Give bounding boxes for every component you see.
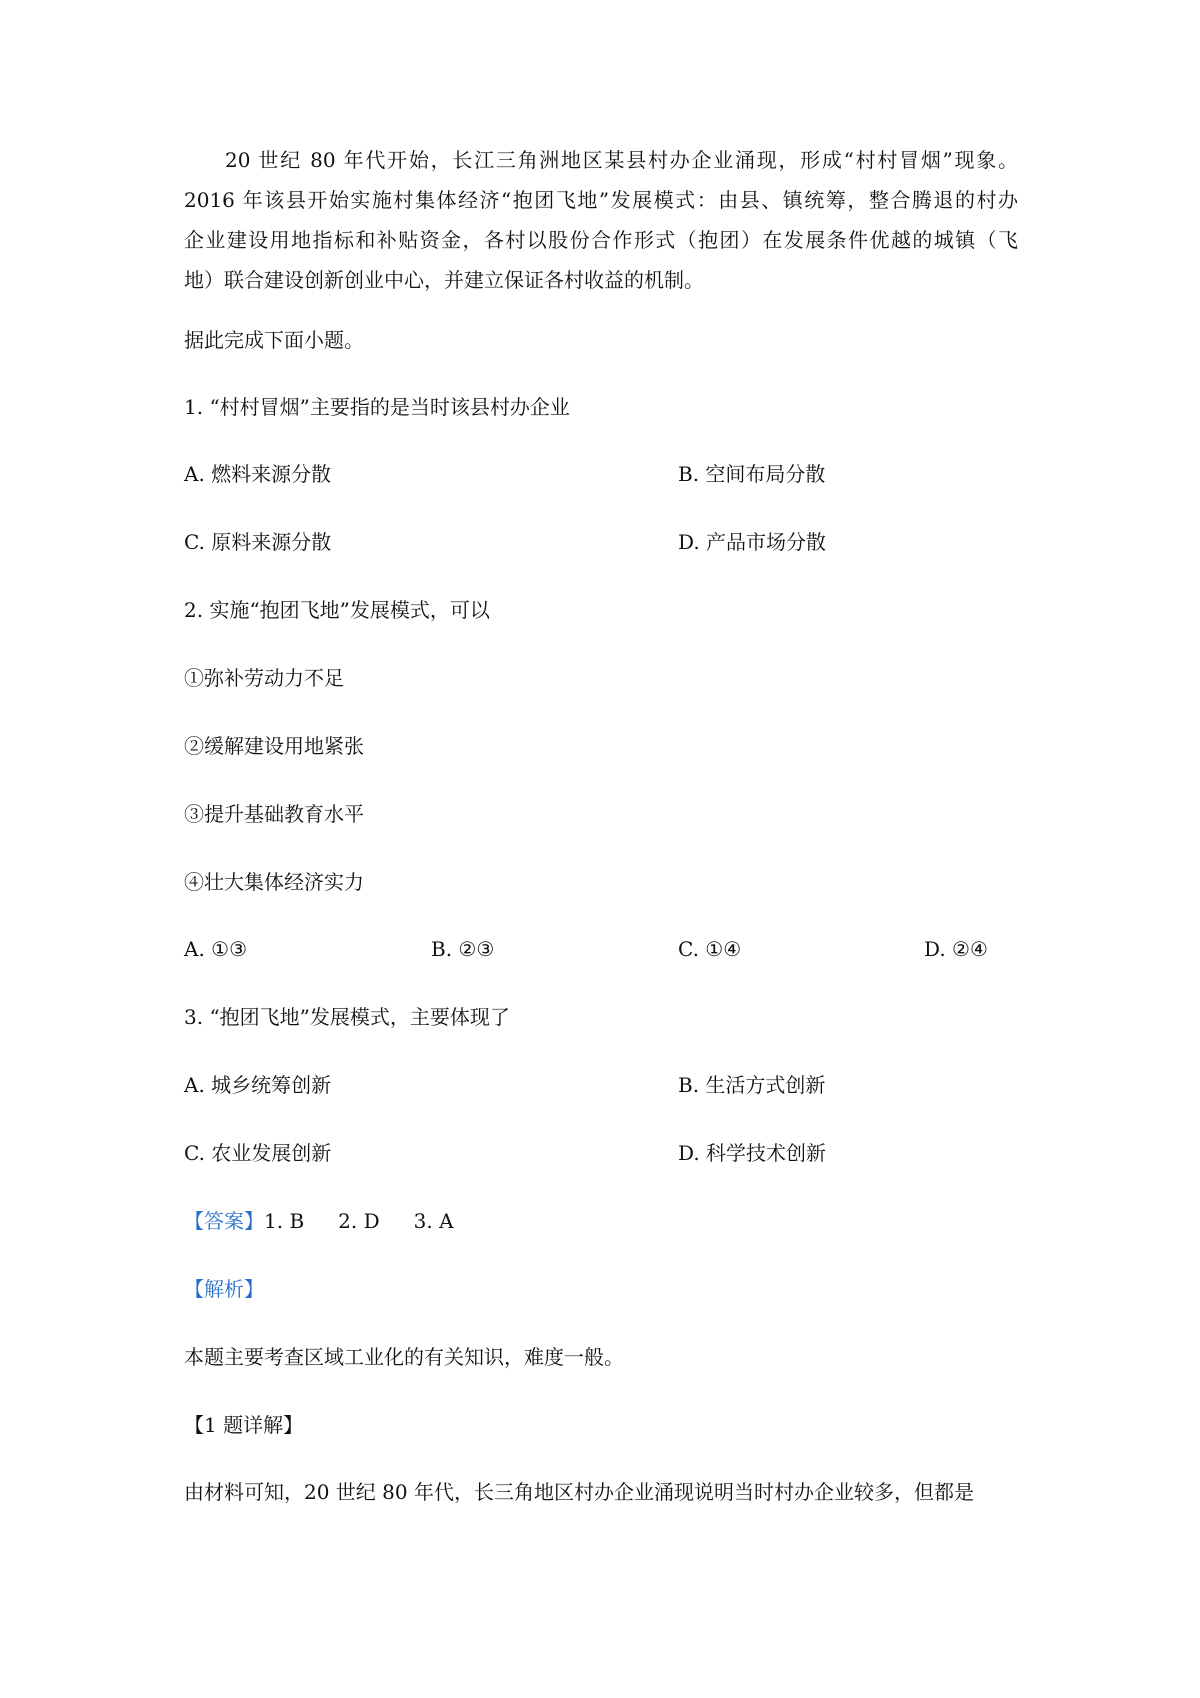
question-3-option-b: B. 生活方式创新 [678, 1073, 826, 1097]
answer-line [184, 1207, 488, 1235]
question-2-item-3: ③提升基础教育水平 [184, 802, 364, 826]
analysis-q1-heading: 【1 题详解】 [184, 1413, 304, 1437]
question-1-option-c: C. 原料来源分散 [184, 530, 332, 554]
passage-line-1: 20 世纪 80 年代开始，长江三角洲地区某县村办企业涌现，形成“村村冒烟”现象。 [225, 148, 1018, 172]
analysis-q1-text: 由材料可知，20 世纪 80 年代，长三角地区村办企业涌现说明当时村办企业较多，但都是 [184, 1480, 974, 1504]
question-2-option-b: B. ②③ [431, 937, 495, 961]
passage-prompt: 据此完成下面小题。 [184, 328, 364, 352]
question-3-option-a: A. 城乡统筹创新 [184, 1073, 332, 1097]
answer-2: 2. D [338, 1209, 380, 1233]
question-1-option-a: A. 燃料来源分散 [184, 462, 332, 486]
question-3-stem: 3. “抱团飞地”发展模式，主要体现了 [184, 1005, 510, 1029]
passage-line-4: 地）联合建设创新创业中心，并建立保证各村收益的机制。 [184, 268, 704, 292]
question-2-item-2: ②缓解建设用地紧张 [184, 734, 364, 758]
question-1-stem: 1. “村村冒烟”主要指的是当时该县村办企业 [184, 395, 570, 419]
question-2-option-c: C. ①④ [678, 937, 742, 961]
passage-line-2: 2016 年该县开始实施村集体经济“抱团飞地”发展模式：由县、镇统筹，整合腾退的村办 [184, 188, 1018, 212]
question-1-option-d: D. 产品市场分散 [678, 530, 827, 554]
question-3-option-d: D. 科学技术创新 [678, 1141, 827, 1165]
question-2-option-a: A. ①③ [184, 937, 248, 961]
analysis-label: 【解析】 [184, 1277, 264, 1301]
passage-line-3: 企业建设用地指标和补贴资金，各村以股份合作形式（抱团）在发展条件优越的城镇（飞 [184, 228, 1018, 252]
question-2-item-4: ④壮大集体经济实力 [184, 870, 364, 894]
question-2-stem: 2. 实施“抱团飞地”发展模式，可以 [184, 598, 490, 622]
answer-label: 【答案】 [184, 1209, 264, 1233]
answer-1: 1. B [264, 1209, 305, 1233]
question-1-option-b: B. 空间布局分散 [678, 462, 826, 486]
answer-3: 3. A [413, 1209, 454, 1233]
question-3-option-c: C. 农业发展创新 [184, 1141, 332, 1165]
question-2-item-1: ①弥补劳动力不足 [184, 666, 344, 690]
question-2-option-d: D. ②④ [924, 937, 988, 961]
analysis-summary: 本题主要考查区域工业化的有关知识，难度一般。 [184, 1345, 624, 1369]
